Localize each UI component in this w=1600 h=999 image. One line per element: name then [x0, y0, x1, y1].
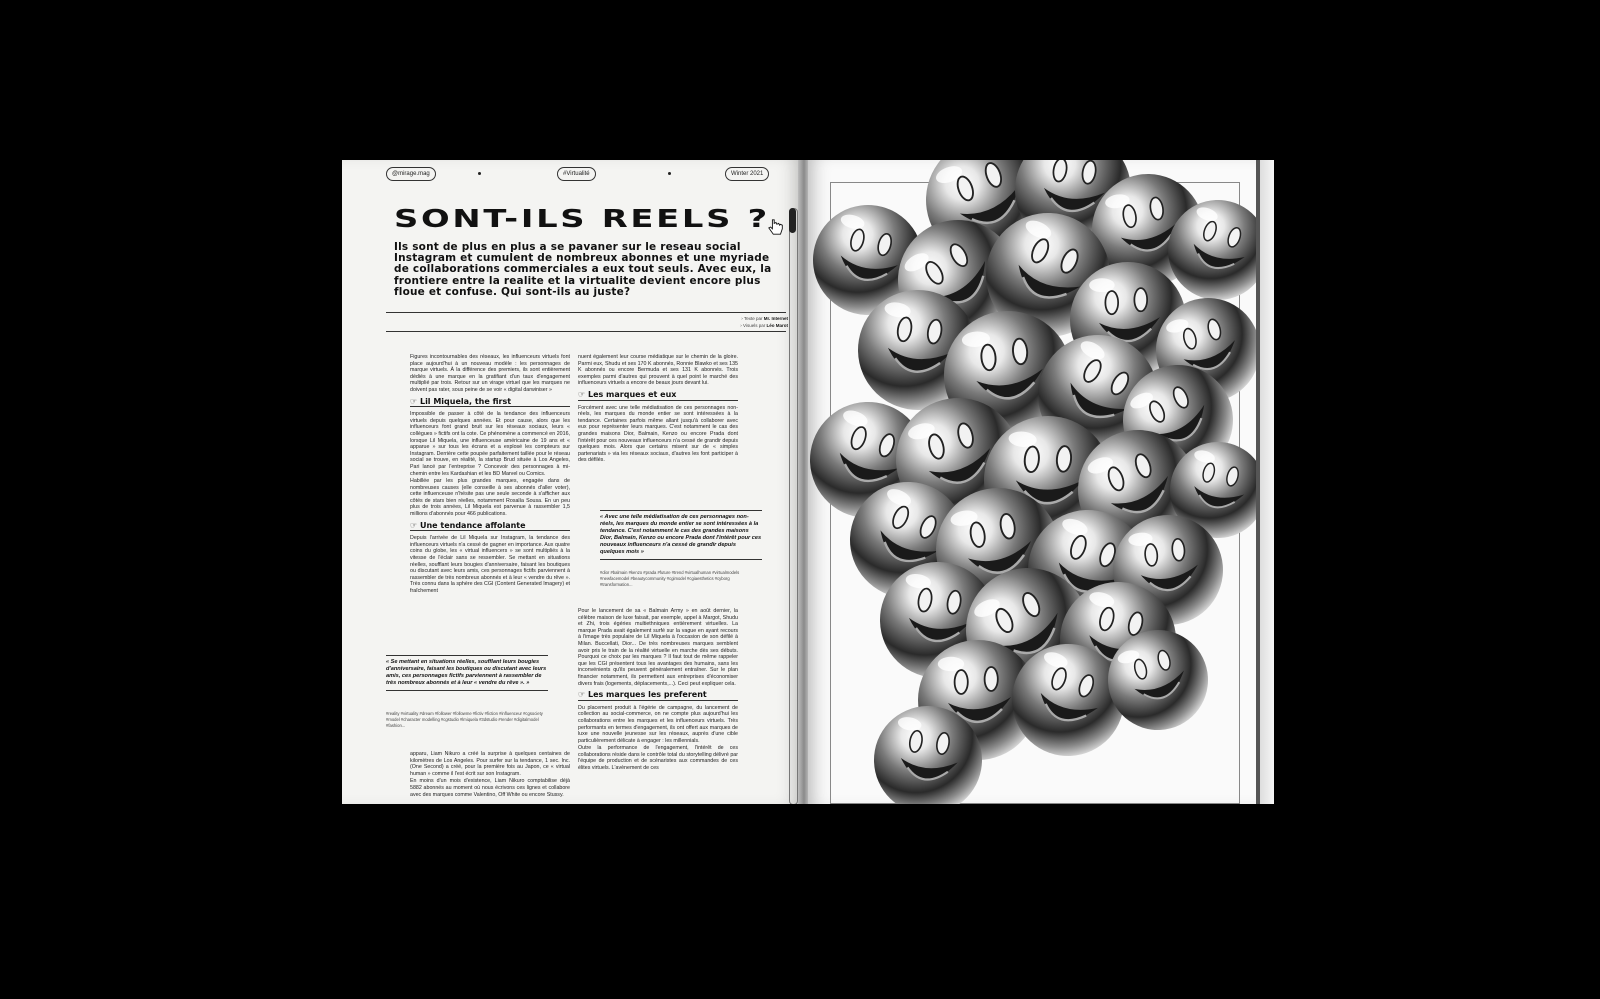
article-column-1	[410, 354, 570, 596]
page-edge-stack	[1260, 160, 1274, 804]
pull-quote: « Avec une telle médiatisation de ces personnages non-réels, les marques du monde entier se sont intéressées à la tendance. C'est notamment le cas des grandes maisons Dior, Balmain, Kenzo ou encore Prada dont l'intérêt pour ces nouveaux influenceurs n'a cessé de grandir depuis quelques mois »	[600, 510, 762, 560]
hashtags: #dior #balmain #kenzo #prada #future #trend #virtualhuman #virtualmodels #newfacemodel #beautycommunity #cgimodel #cgiaesthetics #cyborg #transformation...	[600, 570, 740, 587]
paragraph: Du placement produit à l'égérie de campagne, du lancement de collection au social-commerce, on ne compte plus aujourd'hui les collaborations entre les marques et les influenceurs virtuels. Très performants en termes d'engagement, ils ont offert aux marques de luxe une nouvelle jeunesse sur les réseaux, auprès d'une cible particulièrement délicate à engager : les millennials.	[578, 704, 738, 744]
subheading: ☞ Lil Miquela, the first	[410, 399, 570, 408]
magazine-spread	[342, 160, 1274, 804]
paragraph: Forcément avec une telle médiatisation de ces personnages non-réels, les marques du monde entier se sont intéressées à la tendance. Certaines parfois même allant jusqu'à collaborer avec eux pour représenter leurs marques. C'est notamment le cas des grandes maisons Dior, Balmain, Kenzo ou encore Prada dont l'intérêt pour ces nouveaux influenceurs n'a cessé de grandir depuis quelques mois. Alors que certains misent sur de « simples partenariats » via les réseaux sociaux, d'autres les font participer à des défilés.	[578, 404, 738, 464]
article-column-1-cont	[410, 751, 570, 799]
hashtags: #reality #virtuality #dream #follower #followme #fictiv #fiction #influenceur #cgsociety #model #character modelling #cgstudio #lmiquela #3dstudio #render #digitalmodel #fashion...	[386, 711, 543, 728]
header-issue: Winter 2021	[725, 167, 769, 181]
paragraph: Pour le lancement de sa « Balmain Army » en août dernier, la célèbre maison de luxe faisait, par exemple, appel à Margot, Shudu et Zhi, trois égéries multiethniques entièrement virtuelles. La marque Prada avait également surfé sur la vague en ayant recours à l'image très populaire de Lil Miquela à l'occasion de son défilé à Milan. Buccellati, Dior... De très nombreuses marques semblent avoir pris le train de la réalité virtuelle en marche dès ses débuts. Pourquoi ce choix par les marques ? Il faut tout de même rappeler que les CGI présentent tous les avantages des humains, sans les inconvénients qu'ils peuvent généralement entraîner. Sur le plan financier notamment, ils permettent aux entreprises d'économiser divers frais (logements, déplacements,...). Ceci peut expliquer cela.	[578, 608, 738, 687]
scrollbar-thumb[interactable]	[789, 208, 796, 233]
header-section: #Virtualité	[557, 167, 596, 181]
article-column-2-cont	[578, 608, 738, 773]
chrome-smiley-spheres-illustration	[808, 160, 1274, 804]
paragraph: En moins d'un mois d'existence, Liam Nikuro comptabilise déjà 5882 abonnés au moment où nous écrivons ces lignes et collabore avec des marques comme Valentino, Off White ou encore Stussy.	[410, 778, 570, 798]
paragraph: Impossible de passer à côté de la tendance des influenceurs virtuels depuis quelques années. Et pour cause, alors que les influenceurs font grand bruit sur les réseaux sociaux, leurs « collègues » fictifs ont la cote. Ce phénomène a commencé en 2016, lorsque Lil Miquela, une influenceuse américaine de 19 ans et « apparue » sur tous les écrans et a explosé les compteurs sur Instagram. Derrière cette poupée parfaitement taillée pour le réseau social se trouve, en réalité, la startup Brud située à Los Angeles, Pari lancé par l'entreprise ? Concevoir des personnages à mi-chemin entre les Kardashian et les BD Marvel ou Comics.	[410, 411, 570, 477]
scrollbar-track[interactable]	[789, 208, 798, 804]
pull-quote: « Se mettant en situations réelles, soufflant leurs bougies d'anniversaire, faisant les boutiques ou discutant avec leurs amis, ces personnages fictifs parviennent à rassembler de très nombreux abonnés et à leur « vendre du rêve ». »	[386, 655, 548, 691]
header-dot	[478, 172, 481, 175]
subheading: ☞ Une tendance affolante	[410, 523, 570, 532]
article-title: SONT-ILS REELS ?	[394, 204, 770, 233]
paragraph: Depuis l'arrivée de Lil Miquela sur Instagram, la tendance des influenceurs virtuels n'a cessé de gagner en importance. Aux quatre coins du globe, les « virtual influencers » se sont multipliés à la vitesse de l'éclair sans se ressembler. Se mettant en situations réelles, soufflant leurs bougies d'anniversaire, faisant les boutiques ou discutant avec leurs amis, ces personnages fictifs parviennent à rassembler de très nombreux abonnés et à leur « vendre du rêve ». Très connu dans la sphère des CGI (Content Generated Imagery) et fraîchement	[410, 535, 570, 594]
paragraph: nuent également leur course médiatique sur le chemin de la gloire. Parmi eux, Shudu et ses 170 K abonnés, Ronnie Blawko et ses 135 K abonnés ou encore Bermuda et ses 131 K abonnés. Trois exemples parmi d'autres qui prouvent à quel point le marché des influenceurs virtuels a encore de beaux jours devant lui.	[578, 354, 738, 387]
article-column-2	[578, 354, 738, 465]
right-page	[808, 160, 1274, 804]
header-dot	[668, 172, 671, 175]
subheading: ☞ Les marques et eux	[578, 392, 738, 401]
divider	[386, 331, 786, 332]
header-handle: @mirage.mag	[386, 167, 436, 181]
hand-cursor-icon	[767, 218, 785, 236]
article-lead: Ils sont de plus en plus a se pavaner sur le reseau social Instagram et cumulent de nombreux abonnes et une myriade de collaborations commerciales a eux tout seuls. Avec eux, la frontiere entre la realite et la virtualite devient encore plus floue et confuse. Qui sont-ils au juste?	[394, 241, 772, 298]
left-page	[342, 160, 800, 804]
paragraph: Habillée par les plus grandes marques, engagée dans de nombreuses causes (elle conseille à ses abonnés d'aller voter), cette influenceuse n'hésite pas une seule seconde à s'afficher aux côtés de stars bien réelles, notamment Rosalía Sousa. En un peu plus de trois années, Lil Miquela est parvenue à rassembler 1,5 millions d'abonnés pour 466 publications.	[410, 478, 570, 518]
paragraph: Figures incontournables des réseaux, les influenceurs virtuels font place aujourd'hui à un nouveau modèle : les personnages de marque virtuels. À la différence des premiers, ils sont entièrement dédiés à une marque en la gratifiant d'un taux d'engagement multiplié par trois. Retour sur un virage virtuel que les marques ne doivent pas rater, sous peine de se voir « digital darwiniser »	[410, 354, 570, 393]
credit-visual: › Visuels par Léo Marot	[740, 323, 788, 328]
divider	[386, 312, 786, 313]
paragraph: apparu, Liam Nikuro a créé la surprise à quelques centaines de kilomètres de Los Angeles. Pour surfer sur la tendance, 1 sec. Inc. (One Second) a créé, pour la première fois au Japon, ce « virtual human » comme il l'est écrit sur son Instagram.	[410, 751, 570, 777]
subheading: ☞ Les marques les preferent	[578, 692, 738, 701]
paragraph: Outre la performance de l'engagement, l'intérêt de ces collaborations réside dans le contrôle total du storytelling délivré par l'équipe de production et de scénaristes aux commandes de ces élites virtuels. L'avènement de ces	[578, 745, 738, 772]
credit-text: › Texte par Mr. Internet	[741, 316, 788, 321]
